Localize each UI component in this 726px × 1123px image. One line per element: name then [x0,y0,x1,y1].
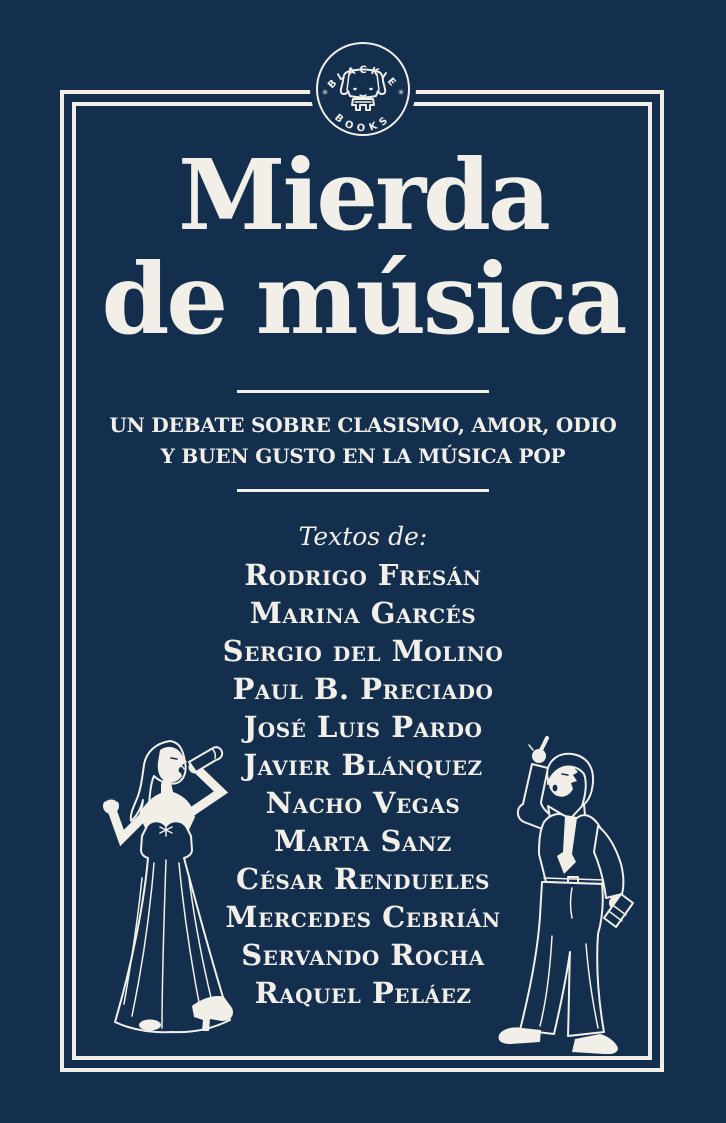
divider-bottom [237,489,489,492]
author-name: Mercedes Cebrián [225,900,501,934]
blackie-books-badge [313,39,413,139]
author-name: Sergio del Molino [222,634,504,668]
book-subtitle [0,410,726,472]
logo-arc-top-text: BLACKIE [326,64,400,92]
subtitle-line-1: UN DEBATE SOBRE CLASISMO, AMOR, ODIO [109,413,617,437]
male-singer-illustration [494,736,646,1054]
publisher-logo [313,39,413,139]
star-right-icon: ✳ [397,88,405,97]
logo-circle [317,43,409,135]
logo-arc-bottom-text: BOOKS [332,112,394,135]
author-name: Paul B. Preciado [232,672,494,706]
author-name: Marta Sanz [274,824,452,858]
author-name: Nacho Vegas [265,786,461,820]
author-name: Rodrigo Fresán [244,558,482,592]
author-name: Raquel Peláez [254,976,472,1010]
star-left-icon: ✳ [321,88,329,97]
female-singer-illustration [84,738,256,1042]
book-title [0,138,726,356]
author-name: César Rendueles [236,862,490,896]
byline-label: Textos de: [298,522,428,551]
divider-top [237,390,489,393]
title-line-2: de música [101,242,625,356]
author-name: Marina Garcés [249,596,477,630]
author-name: Servando Rocha [241,938,485,972]
author-name: José Luis Pardo [243,710,483,744]
subtitle-line-2: Y BUEN GUSTO EN LA MÚSICA POP [160,444,566,468]
title-line-1: Mierda [178,138,548,252]
author-name: Javier Blánquez [243,748,483,782]
